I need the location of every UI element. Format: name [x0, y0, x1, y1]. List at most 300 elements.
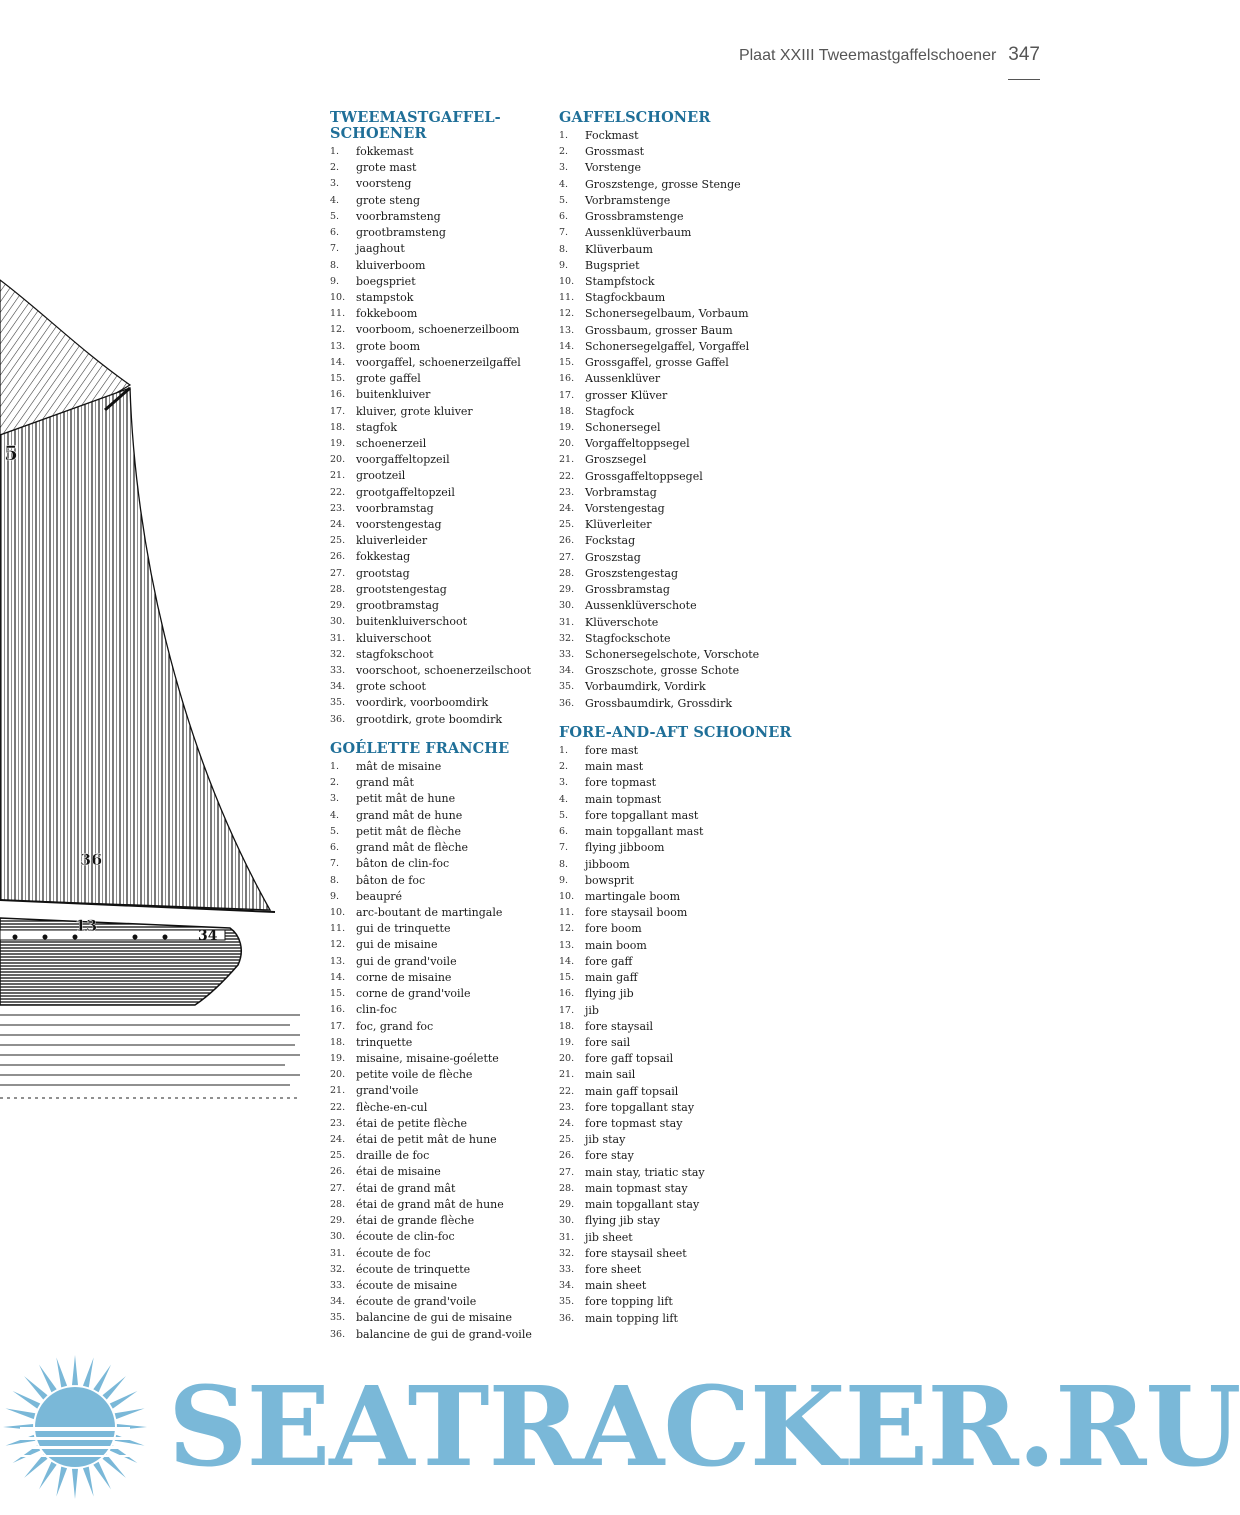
term-label: main topmast [585, 792, 662, 806]
term-number: 13. [330, 340, 346, 352]
sun-ray [83, 1357, 94, 1387]
term-label: Grossgaffeltoppsegel [585, 469, 703, 483]
term-number: 35. [559, 681, 575, 693]
term-number: 8. [559, 858, 569, 870]
term-item [559, 1132, 792, 1148]
term-number: 33. [330, 665, 346, 676]
term-item [559, 663, 759, 679]
term-item [559, 371, 759, 387]
term-number: 20. [559, 438, 575, 450]
term-item [330, 274, 531, 290]
term-item [330, 986, 532, 1002]
term-label: Vorstenge [585, 161, 642, 175]
term-item [559, 388, 759, 404]
term-number: 6. [330, 842, 340, 854]
term-number: 8. [559, 243, 569, 255]
term-number: 12. [559, 923, 575, 935]
term-item [559, 355, 759, 371]
term-number: 34. [330, 681, 346, 693]
term-label: main sheet [585, 1279, 647, 1293]
term-item [559, 225, 759, 241]
term-number: 26. [559, 1150, 575, 1162]
term-label: écoute de misaine [356, 1279, 458, 1292]
term-number: 25. [330, 1150, 346, 1162]
term-item [330, 1294, 532, 1310]
term-item [330, 1213, 532, 1229]
term-number: 9. [559, 874, 569, 886]
term-item [559, 1311, 792, 1327]
term-number: 19. [559, 1036, 575, 1048]
term-item [559, 1246, 792, 1262]
term-label: foc, grand foc [356, 1019, 434, 1033]
dutch-heading: TWEEMASTGAFFEL- SCHOENER [330, 109, 501, 142]
term-label: trinquette [356, 1035, 413, 1049]
term-number: 21. [330, 1085, 346, 1097]
term-label: main topmast stay [585, 1181, 688, 1195]
term-number: 3. [559, 777, 569, 789]
term-label: grand mât [356, 776, 414, 790]
term-item [330, 791, 532, 807]
term-label: voorschoot, schoenerzeilschoot [356, 664, 532, 677]
term-number: 31. [559, 616, 575, 628]
term-label: corne de misaine [356, 970, 452, 984]
term-item [330, 1197, 532, 1213]
term-number: 35. [559, 1296, 575, 1308]
term-label: Fockmast [585, 129, 639, 142]
term-number: 36. [559, 1312, 575, 1324]
term-label: voorsteng [356, 177, 412, 191]
term-item [330, 566, 531, 582]
term-item [559, 485, 759, 501]
term-number: 20. [330, 1069, 346, 1081]
term-label: Groszstenge, grosse Stenge [585, 177, 741, 191]
term-item [559, 1262, 792, 1278]
term-label: main mast [585, 760, 644, 774]
term-number: 13. [559, 324, 575, 336]
term-number: 19. [559, 421, 575, 433]
english-terms-section [559, 725, 792, 1327]
term-number: 13. [559, 939, 575, 951]
sail-label-36: 36 [80, 850, 103, 869]
sun-ray [39, 1365, 57, 1393]
term-number: 28. [330, 1198, 346, 1210]
term-number: 18. [559, 1020, 575, 1032]
term-item [330, 501, 531, 517]
term-number: 25. [559, 519, 575, 531]
term-number: 27. [559, 1166, 575, 1178]
term-item [559, 1197, 792, 1213]
term-item [330, 856, 532, 872]
french-terms-list [330, 759, 532, 1343]
term-item [330, 225, 531, 241]
sun-ray [110, 1391, 138, 1409]
term-label: jib stay [585, 1133, 626, 1147]
term-label: kluiverleider [356, 534, 428, 548]
term-label: étai de petite flèche [356, 1116, 468, 1130]
term-label: bowsprit [585, 873, 634, 887]
term-item [559, 743, 792, 759]
term-item [559, 452, 759, 468]
term-label: main stay, triatic stay [585, 1165, 705, 1179]
term-number: 22. [330, 1101, 346, 1113]
term-number: 9. [330, 890, 340, 902]
term-label: fore gaff [585, 954, 633, 968]
term-item [559, 857, 792, 873]
term-label: voorbramstag [356, 501, 434, 515]
term-number: 21. [559, 454, 575, 466]
term-item [330, 614, 531, 630]
term-item [559, 177, 759, 193]
term-label: étai de misaine [356, 1165, 441, 1179]
term-label: Grossbramstag [585, 583, 670, 597]
sun-ray [115, 1435, 145, 1446]
term-label: fore sheet [585, 1263, 642, 1276]
term-label: main topgallant stay [585, 1198, 700, 1212]
term-label: buitenkluiver [356, 388, 431, 402]
term-number: 15. [559, 357, 575, 369]
term-item [330, 759, 532, 775]
term-label: grootzeil [356, 469, 406, 483]
term-label: fore gaff topsail [585, 1052, 674, 1066]
term-label: grootbramstag [356, 599, 439, 613]
term-item [330, 921, 532, 937]
term-item [330, 1246, 532, 1262]
term-number: 9. [559, 259, 569, 271]
term-label: main boom [585, 938, 647, 952]
term-label: fore stay [585, 1149, 634, 1163]
term-item [330, 533, 531, 549]
term-number: 7. [559, 842, 569, 854]
term-number: 12. [559, 308, 575, 320]
term-label: main sail [585, 1068, 636, 1082]
term-label: grand'voile [356, 1084, 419, 1098]
term-item [559, 1148, 792, 1164]
term-item [330, 954, 532, 970]
term-item [559, 1213, 792, 1229]
term-item [559, 258, 759, 274]
term-number: 26. [330, 1166, 346, 1178]
term-label: fore sail [585, 1035, 631, 1049]
term-item [559, 469, 759, 485]
term-item [330, 485, 531, 501]
german-terms-section [559, 110, 759, 712]
sun-ray [24, 1454, 47, 1477]
term-label: Groszsegel [585, 453, 647, 467]
term-number: 15. [559, 972, 575, 984]
term-number: 23. [330, 502, 346, 514]
term-label: petit mât de hune [356, 792, 456, 806]
term-number: 31. [330, 1247, 346, 1259]
term-item [559, 501, 759, 517]
term-label: Stampfstock [585, 274, 655, 288]
term-label: main gaff topsail [585, 1084, 679, 1098]
term-item [330, 631, 531, 647]
term-number: 18. [330, 1036, 346, 1048]
term-item [559, 517, 759, 533]
term-item [330, 1132, 532, 1148]
term-item [559, 679, 759, 695]
term-label: jaaghout [356, 242, 405, 256]
term-item [330, 1229, 532, 1245]
term-item [330, 775, 532, 791]
term-label: boegspriet [356, 274, 416, 288]
sun-ray [56, 1467, 67, 1497]
term-label: petit mât de flèche [356, 824, 461, 838]
sun-ray [5, 1435, 35, 1446]
term-label: Stagfock [585, 404, 635, 418]
term-item [559, 1230, 792, 1246]
term-item [330, 808, 532, 824]
term-label: écoute de trinquette [356, 1262, 471, 1276]
sail-label-5: 5 [4, 441, 18, 465]
term-item [330, 193, 531, 209]
term-number: 1. [559, 745, 569, 756]
term-item [559, 889, 792, 905]
term-number: 15. [330, 373, 346, 385]
term-number: 22. [559, 470, 575, 482]
term-item [330, 1164, 532, 1180]
term-item [330, 937, 532, 953]
term-item [559, 1278, 792, 1294]
term-number: 6. [330, 227, 340, 239]
term-item [559, 905, 792, 921]
term-number: 24. [559, 503, 575, 515]
term-label: Vorbramstenge [585, 193, 671, 207]
term-label: Vorstengestag [585, 502, 665, 516]
term-number: 27. [330, 567, 346, 579]
term-number: 4. [330, 194, 340, 206]
term-label: Grossgaffel, grosse Gaffel [585, 356, 729, 370]
term-item [559, 1051, 792, 1067]
german-heading: GAFFELSCHONER [559, 109, 711, 126]
term-item [330, 582, 531, 598]
term-number: 1. [559, 130, 569, 141]
term-number: 6. [559, 211, 569, 223]
term-item [559, 1084, 792, 1100]
term-number: 10. [559, 275, 575, 287]
term-item [330, 840, 532, 856]
term-number: 28. [559, 567, 575, 579]
term-label: Grossbaumdirk, Grossdirk [585, 696, 732, 710]
term-label: stampstok [356, 290, 414, 304]
term-number: 22. [330, 486, 346, 498]
term-number: 24. [330, 519, 346, 531]
term-item [330, 889, 532, 905]
term-label: grootgaffeltopzeil [356, 485, 455, 499]
term-number: 10. [330, 906, 346, 918]
term-item [559, 1165, 792, 1181]
term-number: 19. [330, 437, 346, 449]
term-number: 31. [559, 1231, 575, 1243]
term-item [559, 775, 792, 791]
term-number: 35. [330, 697, 346, 709]
term-label: corne de grand'voile [356, 987, 471, 1001]
term-item [559, 1035, 792, 1051]
term-label: Stagfockschote [585, 631, 671, 645]
term-label: kluiver, grote kluiver [356, 404, 473, 418]
term-label: gui de trinquette [356, 922, 451, 936]
schooner-sail-illustration [0, 260, 305, 1110]
term-item [559, 1116, 792, 1132]
term-number: 1. [330, 761, 340, 772]
sun-ray [115, 1408, 145, 1419]
term-label: voorstengestag [356, 518, 442, 532]
sun-ray [93, 1365, 111, 1393]
term-label: balancine de gui de misaine [356, 1311, 513, 1325]
term-number: 25. [330, 535, 346, 547]
sun-ray [56, 1357, 67, 1387]
term-item [330, 824, 532, 840]
term-number: 31. [330, 632, 346, 644]
term-item [559, 193, 759, 209]
term-label: buitenkluiverschoot [356, 615, 467, 629]
term-item [559, 566, 759, 582]
term-number: 28. [330, 583, 346, 595]
term-number: 33. [330, 1280, 346, 1291]
term-number: 18. [559, 405, 575, 417]
term-label: Bugspriet [585, 258, 640, 272]
term-label: misaine, misaine-goélette [356, 1051, 499, 1065]
term-label: main topgallant mast [585, 825, 704, 839]
term-label: fore topgallant stay [585, 1100, 695, 1114]
term-item [330, 241, 531, 257]
term-label: écoute de clin-foc [356, 1230, 455, 1244]
term-item [330, 1116, 532, 1132]
term-number: 3. [559, 162, 569, 174]
term-label: étai de grand mât de hune [356, 1197, 504, 1211]
term-item [330, 420, 531, 436]
term-label: main topping lift [585, 1311, 678, 1325]
term-label: mât de misaine [356, 760, 442, 773]
term-item [559, 921, 792, 937]
term-item [559, 1100, 792, 1116]
term-item [330, 695, 531, 711]
hull-label-34: 34 [198, 928, 218, 944]
term-item [330, 970, 532, 986]
term-number: 23. [330, 1117, 346, 1129]
term-item [559, 792, 792, 808]
term-number: 10. [330, 291, 346, 303]
term-label: grootstengestag [356, 582, 447, 596]
term-label: jib [585, 1003, 599, 1017]
term-item [559, 128, 759, 144]
term-number: 32. [330, 1263, 346, 1275]
term-number: 36. [330, 713, 346, 725]
term-label: gui de misaine [356, 938, 438, 952]
term-number: 30. [330, 1231, 346, 1243]
term-item [330, 1100, 532, 1116]
term-number: 17. [330, 1020, 346, 1032]
term-item [330, 371, 531, 387]
sun-ray [83, 1467, 94, 1497]
term-item [559, 582, 759, 598]
term-number: 28. [559, 1182, 575, 1194]
german-terms-list [559, 128, 759, 712]
sun-ray [72, 1355, 78, 1385]
term-number: 29. [559, 1199, 575, 1211]
term-number: 11. [330, 308, 346, 320]
term-number: 8. [330, 874, 340, 886]
term-label: voorboom, schoenerzeilboom [356, 323, 520, 337]
term-number: 16. [559, 373, 575, 385]
term-item [559, 598, 759, 614]
term-item [559, 1067, 792, 1083]
term-item [559, 533, 759, 549]
term-label: grand mât de hune [356, 808, 463, 822]
term-item [330, 1310, 532, 1326]
term-item [559, 647, 759, 663]
term-number: 34. [559, 1280, 575, 1292]
term-label: main gaff [585, 971, 638, 985]
term-item [330, 452, 531, 468]
term-label: Grossbaum, grosser Baum [585, 323, 733, 337]
term-number: 17. [330, 405, 346, 417]
term-number: 2. [330, 777, 340, 789]
term-label: petite voile de flèche [356, 1068, 473, 1082]
term-item [559, 209, 759, 225]
term-item [559, 274, 759, 290]
term-number: 12. [330, 324, 346, 336]
term-item [330, 306, 531, 322]
term-label: fore staysail boom [585, 906, 688, 920]
term-number: 2. [559, 146, 569, 158]
term-item [330, 468, 531, 484]
sun-ray [5, 1408, 35, 1419]
term-label: grote boom [356, 339, 421, 353]
term-item [559, 970, 792, 986]
term-label: Groszschote, grosse Schote [585, 664, 740, 678]
term-number: 15. [330, 988, 346, 1000]
term-item [559, 986, 792, 1002]
term-number: 14. [330, 356, 346, 368]
term-label: Schonersegel [585, 420, 661, 434]
french-heading: GOÉLETTE FRANCHE [330, 740, 510, 757]
term-item [559, 144, 759, 160]
term-item [559, 436, 759, 452]
term-item [559, 759, 792, 775]
term-item [559, 550, 759, 566]
watermark-text: SEATRACKER.RU [168, 1362, 1240, 1491]
term-number: 23. [559, 486, 575, 498]
term-label: clin-foc [356, 1003, 397, 1017]
term-label: Aussenklüver [585, 372, 661, 386]
term-number: 33. [559, 1264, 575, 1275]
dutch-terms-list [330, 144, 531, 728]
term-number: 14. [330, 971, 346, 983]
term-number: 35. [330, 1312, 346, 1324]
term-number: 32. [559, 1247, 575, 1259]
term-number: 4. [330, 809, 340, 821]
term-number: 19. [330, 1052, 346, 1064]
term-item [559, 1294, 792, 1310]
term-label: grand mât de flèche [356, 841, 469, 855]
term-item [330, 1148, 532, 1164]
term-label: fokkemast [356, 145, 414, 158]
term-number: 36. [559, 697, 575, 709]
sun-ray [102, 1454, 125, 1477]
term-label: fokkeboom [356, 307, 418, 321]
term-label: flying jib stay [585, 1214, 660, 1228]
term-number: 3. [330, 793, 340, 805]
term-number: 7. [330, 858, 340, 870]
term-label: fore topmast [585, 776, 657, 790]
term-number: 29. [330, 600, 346, 612]
english-heading: FORE-AND-AFT SCHOONER [559, 724, 792, 741]
term-number: 25. [559, 1134, 575, 1146]
term-label: stagfokschoot [356, 647, 434, 661]
term-label: jibboom [585, 857, 630, 871]
term-label: flèche-en-cul [356, 1100, 428, 1114]
